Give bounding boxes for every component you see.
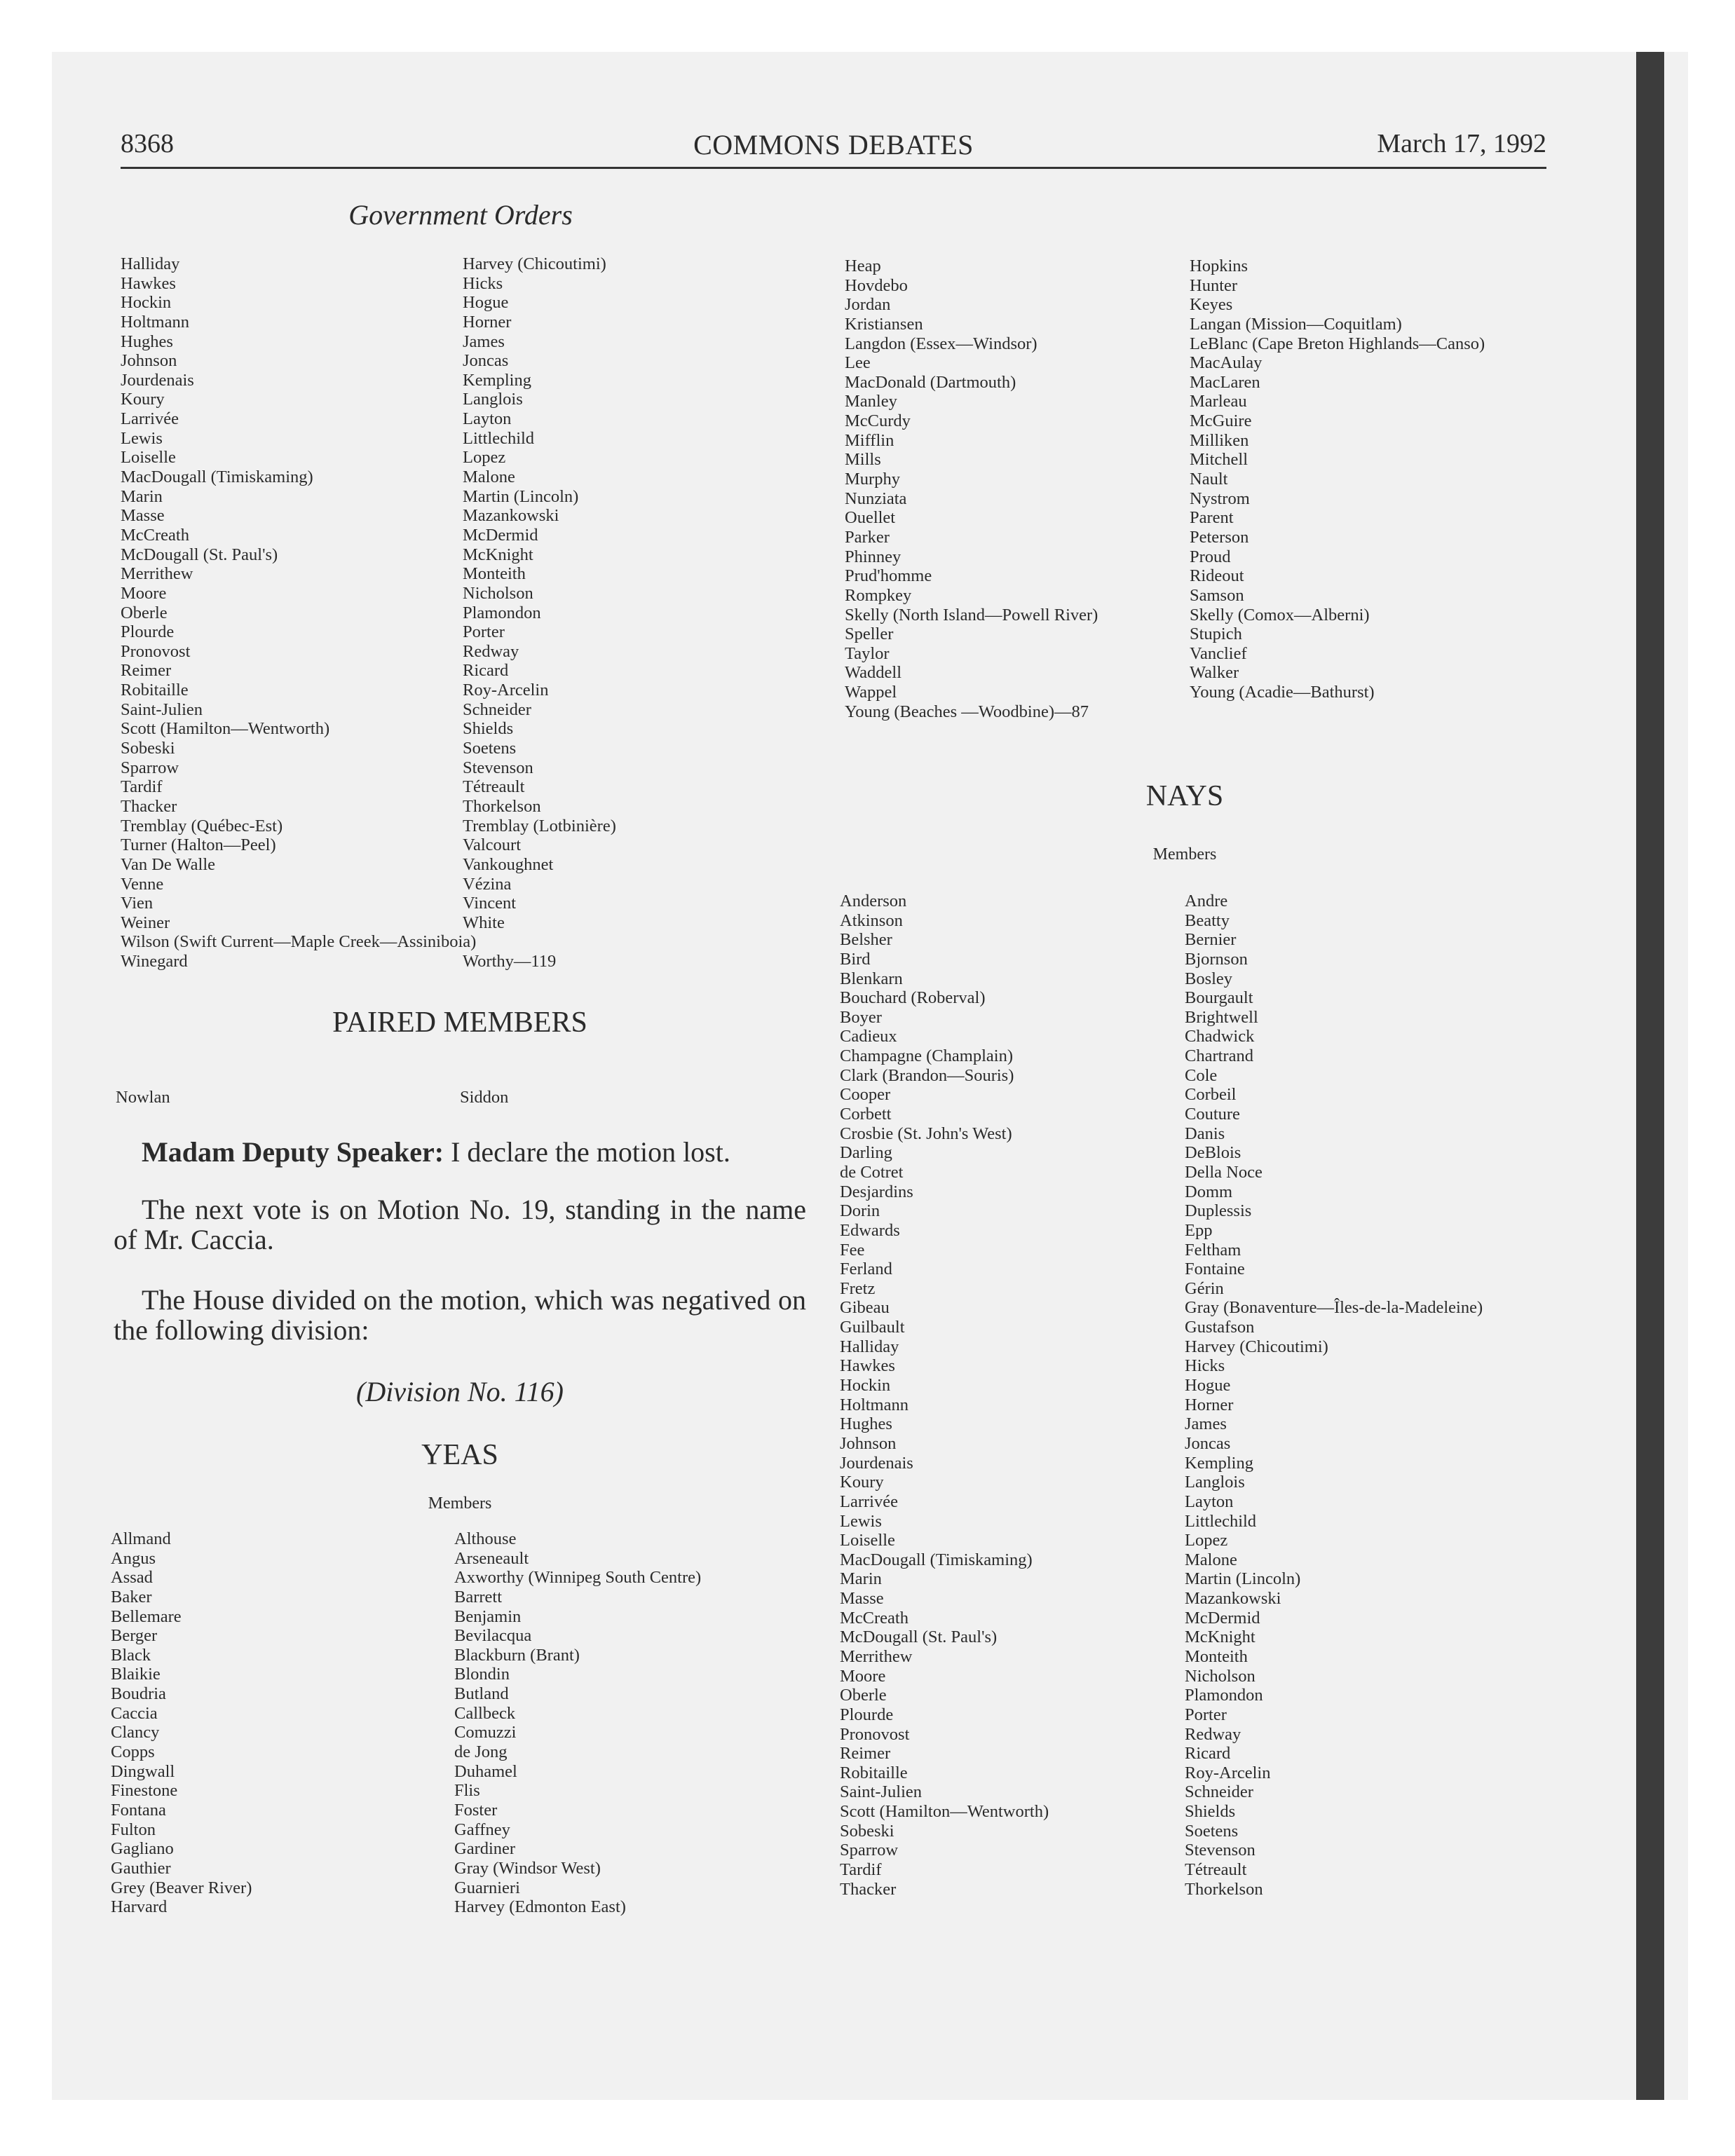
- member-name: Flis: [454, 1781, 480, 1801]
- member-name: Baker: [111, 1587, 152, 1606]
- member-name: Hunter: [1190, 275, 1238, 295]
- member-name: Barrett: [454, 1587, 503, 1606]
- member-name: Chadwick: [1185, 1027, 1255, 1046]
- member-name: Champagne (Champlain): [840, 1046, 1013, 1066]
- top-list-col-4: [1190, 257, 1485, 702]
- member-name: Thacker: [121, 796, 177, 816]
- member-name: MacDonald (Dartmouth): [845, 372, 1016, 392]
- member-name: Nault: [1190, 470, 1228, 489]
- member-name: McDougall (St. Paul's): [121, 545, 278, 564]
- member-name: Walker: [1190, 663, 1239, 683]
- member-name: Nunziata: [845, 489, 907, 508]
- member-name: Hughes: [840, 1414, 892, 1434]
- member-name: Stevenson: [1185, 1841, 1256, 1860]
- member-name: LeBlanc (Cape Breton Highlands—Canso): [1190, 334, 1485, 353]
- member-name: Bellemare: [111, 1606, 182, 1626]
- member-name: Merrithew: [840, 1646, 913, 1666]
- member-name: Cooper: [840, 1085, 891, 1105]
- member-name: Pronovost: [121, 641, 191, 661]
- header-rule: [121, 167, 1546, 169]
- member-name: Monteith: [463, 564, 526, 584]
- member-name: Redway: [463, 641, 519, 661]
- member-name: Moore: [840, 1666, 886, 1686]
- member-name: Ferland: [840, 1260, 892, 1279]
- member-name: McCurdy: [845, 411, 911, 431]
- member-name: McGuire: [1190, 411, 1252, 431]
- speaker-statement: [114, 1137, 806, 1167]
- member-name: Milliken: [1190, 430, 1249, 450]
- member-name: Halliday: [840, 1337, 899, 1356]
- member-name: Black: [111, 1645, 151, 1665]
- member-name: Harvey (Chicoutimi): [463, 254, 606, 273]
- member-name: McKnight: [1185, 1628, 1256, 1647]
- member-name: Lee: [845, 353, 871, 373]
- member-name: Joncas: [463, 351, 509, 371]
- speaker-name: Madam Deputy Speaker:: [142, 1136, 444, 1168]
- member-name: Wilson (Swift Current—Maple Creek—Assiniboia): [121, 932, 477, 952]
- member-name: Vincent: [463, 894, 517, 913]
- member-name: Harvard: [111, 1897, 168, 1917]
- member-name: Tardif: [840, 1860, 882, 1880]
- paired-member-right: Siddon: [460, 1088, 509, 1107]
- member-name: Peterson: [1190, 527, 1249, 547]
- member-name: Larrivée: [840, 1492, 898, 1511]
- member-name: Bjornson: [1185, 949, 1248, 969]
- member-name: McKnight: [463, 545, 533, 564]
- yeas-members-label: Members: [428, 1494, 492, 1513]
- member-name: Holtmann: [121, 312, 189, 332]
- member-name: Tardif: [121, 777, 163, 797]
- member-name: Gray (Bonaventure—Îles-de-la-Madeleine): [1185, 1298, 1483, 1318]
- member-name: Dorin: [840, 1201, 880, 1221]
- member-name: Thorkelson: [1185, 1879, 1263, 1899]
- member-name: Vanclief: [1190, 643, 1247, 663]
- member-name: Corbeil: [1185, 1085, 1237, 1105]
- paired-member-left: Nowlan: [116, 1088, 170, 1107]
- member-name: Johnson: [840, 1433, 897, 1453]
- member-name: Stevenson: [463, 758, 533, 777]
- publication-title: COMMONS DEBATES: [693, 129, 974, 161]
- member-name: Merrithew: [121, 564, 193, 584]
- member-name: Scott (Hamilton—Wentworth): [840, 1802, 1049, 1822]
- member-name: Clancy: [111, 1723, 160, 1742]
- member-name: Epp: [1185, 1220, 1213, 1240]
- member-name: Blondin: [454, 1665, 510, 1684]
- member-name: Bird: [840, 949, 871, 969]
- member-name: Caccia: [111, 1703, 158, 1723]
- member-name: Larrivée: [121, 409, 179, 429]
- member-name: Parker: [845, 527, 890, 547]
- member-name: Murphy: [845, 470, 900, 489]
- member-name: Jourdenais: [121, 370, 194, 390]
- member-name: Nicholson: [1185, 1666, 1256, 1686]
- member-name: Ouellet: [845, 508, 896, 528]
- member-name: Finestone: [111, 1781, 178, 1801]
- member-name: Heap: [845, 257, 881, 275]
- member-name: Fontana: [111, 1800, 166, 1820]
- member-name: Domm: [1185, 1182, 1233, 1201]
- member-name: Worthy—119: [463, 952, 557, 971]
- member-name: Plourde: [840, 1705, 894, 1724]
- member-name: Hicks: [1185, 1356, 1225, 1376]
- nays-heading: NAYS: [1145, 780, 1224, 812]
- member-name: MacDougall (Timiskaming): [840, 1550, 1033, 1569]
- member-name: Jourdenais: [840, 1453, 913, 1473]
- member-name: Reimer: [121, 661, 172, 681]
- member-name: Masse: [121, 506, 165, 526]
- member-name: Wappel: [845, 683, 897, 702]
- member-name: Bouchard (Roberval): [840, 988, 986, 1008]
- page-number: 8368: [121, 129, 174, 158]
- member-name: Saint-Julien: [840, 1782, 923, 1802]
- member-name: Desjardins: [840, 1182, 913, 1201]
- member-name: McCreath: [840, 1608, 909, 1628]
- member-name: Hopkins: [1190, 257, 1248, 275]
- member-name: Marin: [121, 486, 163, 506]
- member-name: Assad: [111, 1568, 153, 1588]
- member-name: Foster: [454, 1800, 498, 1820]
- paired-members-heading: PAIRED MEMBERS: [332, 1007, 587, 1039]
- member-name: Copps: [111, 1742, 155, 1762]
- member-name: Tremblay (Québec-Est): [121, 816, 283, 835]
- member-name: Langlois: [463, 390, 523, 409]
- member-name: Guarnieri: [454, 1878, 520, 1897]
- member-name: Roy-Arcelin: [1185, 1763, 1271, 1782]
- member-name: Gray (Windsor West): [454, 1858, 601, 1878]
- member-name: Thorkelson: [463, 796, 541, 816]
- member-name: Butland: [454, 1684, 509, 1704]
- member-name: Van De Walle: [121, 854, 216, 874]
- member-name: Callbeck: [454, 1703, 516, 1723]
- member-name: Jordan: [845, 295, 891, 315]
- member-name: Sparrow: [840, 1841, 899, 1860]
- top-list-col-1: [121, 254, 476, 971]
- member-name: Andre: [1185, 892, 1228, 910]
- member-name: Horner: [463, 312, 512, 332]
- member-name: Skelly (North Island—Powell River): [845, 605, 1098, 625]
- member-name: Scott (Hamilton—Wentworth): [121, 719, 330, 739]
- member-name: Bevilacqua: [454, 1626, 532, 1646]
- member-name: Anderson: [840, 892, 907, 910]
- member-name: Nystrom: [1190, 489, 1250, 508]
- member-name: Soetens: [463, 739, 517, 758]
- member-name: Waddell: [845, 663, 902, 683]
- member-name: Winegard: [121, 952, 188, 971]
- member-name: James: [463, 332, 505, 351]
- top-list-col-2: [463, 254, 616, 971]
- yeas-col-2: [454, 1529, 701, 1917]
- member-name: Angus: [111, 1548, 156, 1568]
- member-name: Kristiansen: [845, 314, 923, 334]
- member-name: Duplessis: [1185, 1201, 1252, 1221]
- member-name: MacDougall (Timiskaming): [121, 468, 313, 487]
- member-name: Bosley: [1185, 969, 1233, 988]
- member-name: Chartrand: [1185, 1046, 1253, 1066]
- member-name: Johnson: [121, 351, 177, 371]
- member-name: Porter: [463, 622, 505, 642]
- member-name: Oberle: [840, 1686, 887, 1705]
- member-name: Tétreault: [463, 777, 525, 797]
- member-name: Mifflin: [845, 430, 894, 450]
- member-name: Samson: [1190, 585, 1244, 605]
- member-name: James: [1185, 1414, 1227, 1434]
- member-name: Schneider: [463, 700, 531, 719]
- member-name: Harvey (Chicoutimi): [1185, 1337, 1328, 1356]
- member-name: Beatty: [1185, 910, 1230, 930]
- header-date: March 17, 1992: [1377, 129, 1546, 158]
- member-name: Horner: [1185, 1395, 1234, 1414]
- member-name: Porter: [1185, 1705, 1227, 1724]
- nays-members-label: Members: [1152, 845, 1217, 864]
- member-name: Robitaille: [840, 1763, 908, 1782]
- member-name: Mazankowski: [1185, 1589, 1281, 1609]
- member-name: Joncas: [1185, 1433, 1231, 1453]
- division-number: (Division No. 116): [356, 1376, 564, 1407]
- member-name: MacAulay: [1190, 353, 1263, 373]
- member-name: Moore: [121, 583, 167, 603]
- division-paragraph: The House divided on the motion, which was negatived on the following division:: [114, 1284, 806, 1346]
- speaker-text: I declare the motion lost.: [444, 1136, 730, 1168]
- nays-col-1: [840, 892, 1049, 1899]
- member-name: Malone: [1185, 1550, 1237, 1569]
- member-name: Mazankowski: [463, 506, 559, 526]
- member-name: Marleau: [1190, 392, 1247, 411]
- member-name: Nicholson: [463, 583, 533, 603]
- member-name: Halliday: [121, 254, 180, 273]
- member-name: McDermid: [1185, 1608, 1260, 1628]
- member-name: Cole: [1185, 1065, 1218, 1085]
- member-name: Taylor: [845, 643, 890, 663]
- member-name: Atkinson: [840, 910, 903, 930]
- member-name: Hockin: [840, 1376, 891, 1396]
- member-name: Brightwell: [1185, 1007, 1258, 1027]
- member-name: Loiselle: [840, 1531, 895, 1550]
- member-name: Hawkes: [840, 1356, 895, 1376]
- member-name: Clark (Brandon—Souris): [840, 1065, 1014, 1085]
- member-name: Plamondon: [1185, 1686, 1263, 1705]
- member-name: Redway: [1185, 1724, 1241, 1744]
- member-name: Pronovost: [840, 1724, 910, 1744]
- member-name: Harvey (Edmonton East): [454, 1897, 626, 1917]
- member-name: Axworthy (Winnipeg South Centre): [454, 1568, 702, 1588]
- member-name: Weiner: [121, 913, 170, 932]
- member-name: Ricard: [463, 661, 509, 681]
- member-name: DeBlois: [1185, 1143, 1241, 1163]
- member-name: Robitaille: [121, 681, 189, 700]
- member-name: Martin (Lincoln): [1185, 1569, 1301, 1589]
- member-name: Schneider: [1185, 1782, 1253, 1802]
- member-name: Tremblay (Lotbinière): [463, 816, 616, 835]
- member-name: Blenkarn: [840, 969, 903, 988]
- member-name: Vézina: [463, 874, 512, 894]
- member-name: Valcourt: [463, 835, 521, 855]
- member-name: Cadieux: [840, 1027, 897, 1046]
- member-name: Fulton: [111, 1820, 156, 1839]
- running-header: [121, 128, 1546, 172]
- member-name: Manley: [845, 392, 897, 411]
- member-name: Roy-Arcelin: [463, 681, 549, 700]
- member-name: Comuzzi: [454, 1723, 517, 1742]
- member-name: McDougall (St. Paul's): [840, 1628, 998, 1647]
- member-name: Rideout: [1190, 566, 1244, 586]
- top-list-col-3: [845, 257, 1098, 721]
- member-name: Dingwall: [111, 1761, 175, 1781]
- member-name: White: [463, 913, 505, 932]
- member-name: Edwards: [840, 1220, 900, 1240]
- yeas-heading: YEAS: [421, 1439, 498, 1471]
- member-name: de Jong: [454, 1742, 508, 1762]
- member-name: Berger: [111, 1626, 158, 1646]
- member-name: Hicks: [463, 273, 503, 293]
- member-name: McDermid: [463, 525, 538, 545]
- member-name: Gagliano: [111, 1839, 174, 1859]
- member-name: Young (Beaches —Woodbine)—87: [845, 702, 1089, 721]
- member-name: Feltham: [1185, 1240, 1241, 1260]
- member-name: Turner (Halton—Peel): [121, 835, 276, 855]
- member-name: Gérin: [1185, 1278, 1224, 1298]
- member-name: Stupich: [1190, 625, 1242, 644]
- member-name: Hockin: [121, 293, 172, 313]
- member-name: Gustafson: [1185, 1318, 1255, 1337]
- member-name: Skelly (Comox—Alberni): [1190, 605, 1370, 625]
- member-name: Fontaine: [1185, 1260, 1245, 1279]
- section-label: Government Orders: [348, 199, 573, 231]
- member-name: McCreath: [121, 525, 189, 545]
- member-name: Della Noce: [1185, 1162, 1263, 1182]
- member-name: Rompkey: [845, 585, 912, 605]
- member-name: Fee: [840, 1240, 865, 1260]
- member-name: Blaikie: [111, 1665, 161, 1684]
- member-name: Gauthier: [111, 1858, 171, 1878]
- member-name: Parent: [1190, 508, 1234, 528]
- member-name: Masse: [840, 1589, 884, 1609]
- member-name: Ricard: [1185, 1744, 1231, 1763]
- member-name: Blackburn (Brant): [454, 1645, 580, 1665]
- member-name: Gaffney: [454, 1820, 510, 1839]
- member-name: Reimer: [840, 1744, 891, 1763]
- member-name: Allmand: [111, 1529, 171, 1548]
- member-name: Danis: [1185, 1124, 1225, 1143]
- member-name: Crosbie (St. John's West): [840, 1124, 1012, 1143]
- member-name: Hovdebo: [845, 275, 908, 295]
- member-name: Vien: [121, 894, 154, 913]
- member-name: Langan (Mission—Coquitlam): [1190, 314, 1402, 334]
- member-name: Couture: [1185, 1105, 1240, 1124]
- yeas-col-1: [111, 1529, 252, 1917]
- member-name: [463, 932, 616, 952]
- member-name: Keyes: [1190, 295, 1233, 315]
- member-name: Gibeau: [840, 1298, 890, 1318]
- member-name: Marin: [840, 1569, 882, 1589]
- member-name: Plourde: [121, 622, 175, 642]
- member-name: Hogue: [1185, 1376, 1231, 1396]
- member-name: Koury: [121, 390, 165, 409]
- member-name: Hughes: [121, 332, 173, 351]
- member-name: Proud: [1190, 547, 1231, 566]
- member-name: Venne: [121, 874, 164, 894]
- member-name: Grey (Beaver River): [111, 1878, 252, 1897]
- member-name: Bourgault: [1185, 988, 1253, 1008]
- member-name: Shields: [463, 719, 514, 739]
- member-name: Boudria: [111, 1684, 166, 1704]
- member-name: Sobeski: [840, 1821, 894, 1841]
- member-name: Malone: [463, 468, 515, 487]
- member-name: Littlechild: [1185, 1511, 1257, 1531]
- member-name: Vankoughnet: [463, 854, 554, 874]
- member-name: Lopez: [1185, 1531, 1228, 1550]
- member-name: Langdon (Essex—Windsor): [845, 334, 1037, 353]
- member-name: Boyer: [840, 1007, 882, 1027]
- member-name: Bernier: [1185, 930, 1237, 950]
- member-name: Lopez: [463, 448, 506, 468]
- member-name: Speller: [845, 625, 894, 644]
- member-name: Guilbault: [840, 1318, 905, 1337]
- member-name: Arseneault: [454, 1548, 529, 1568]
- member-name: Lewis: [121, 428, 163, 448]
- member-name: Thacker: [840, 1879, 897, 1899]
- member-name: Layton: [463, 409, 512, 429]
- member-name: Hawkes: [121, 273, 176, 293]
- member-name: Littlechild: [463, 428, 535, 448]
- member-name: Kempling: [1185, 1453, 1253, 1473]
- member-name: Belsher: [840, 930, 892, 950]
- member-name: Darling: [840, 1143, 892, 1163]
- member-name: Young (Acadie—Bathurst): [1190, 683, 1375, 702]
- member-name: Mitchell: [1190, 450, 1248, 470]
- member-name: Sparrow: [121, 758, 179, 777]
- member-name: Gardiner: [454, 1839, 516, 1859]
- member-name: Prud'homme: [845, 566, 932, 586]
- member-name: Saint-Julien: [121, 700, 203, 719]
- member-name: Lewis: [840, 1511, 882, 1531]
- page-edge-shadow: [1636, 52, 1664, 2100]
- member-name: Fretz: [840, 1278, 876, 1298]
- member-name: Loiselle: [121, 448, 176, 468]
- motion-paragraph: The next vote is on Motion No. 19, standing in the name of Mr. Caccia.: [114, 1194, 806, 1255]
- member-name: de Cotret: [840, 1162, 904, 1182]
- member-name: Sobeski: [121, 739, 175, 758]
- member-name: Benjamin: [454, 1606, 522, 1626]
- member-name: Corbett: [840, 1105, 892, 1124]
- member-name: MacLaren: [1190, 372, 1260, 392]
- member-name: Hogue: [463, 293, 509, 313]
- member-name: Duhamel: [454, 1761, 517, 1781]
- member-name: Holtmann: [840, 1395, 909, 1414]
- member-name: Soetens: [1185, 1821, 1239, 1841]
- member-name: Mills: [845, 450, 881, 470]
- member-name: Kempling: [463, 370, 531, 390]
- nays-col-2: [1185, 892, 1483, 1899]
- member-name: Tétreault: [1185, 1860, 1247, 1880]
- member-name: Oberle: [121, 603, 168, 622]
- member-name: Althouse: [454, 1529, 517, 1548]
- member-name: Koury: [840, 1473, 884, 1492]
- member-name: Langlois: [1185, 1473, 1245, 1492]
- member-name: Shields: [1185, 1802, 1236, 1822]
- member-name: Layton: [1185, 1492, 1234, 1511]
- member-name: Martin (Lincoln): [463, 486, 579, 506]
- member-name: Plamondon: [463, 603, 541, 622]
- member-name: Phinney: [845, 547, 901, 566]
- member-name: Monteith: [1185, 1646, 1248, 1666]
